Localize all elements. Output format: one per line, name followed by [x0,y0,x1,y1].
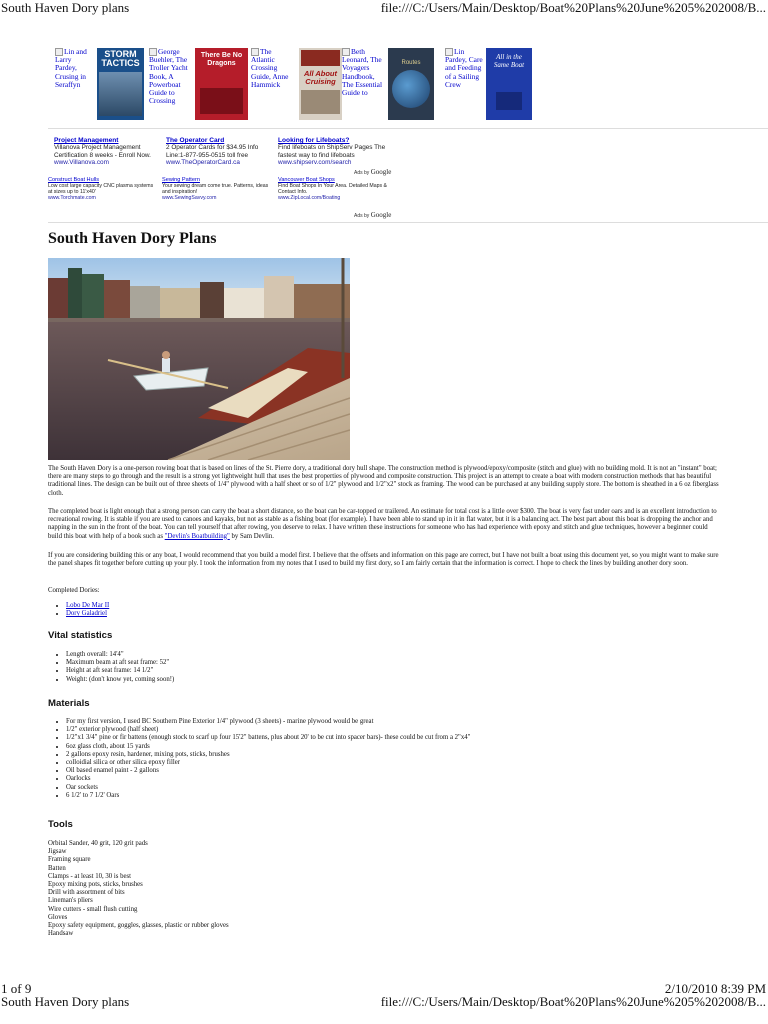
ad-vancouver-boat-shops[interactable]: Vancouver Boat Shops Find Boat Shops In Your Area. Detailed Maps & Contact Info. www.ZipLocal.com/Boating [278,177,388,202]
print-header [0,0,768,16]
list-item: • Weight: (don't know yet, coming soon!) [66,676,174,684]
lobo-de-mar-link[interactable]: Lobo De Mar II [66,602,110,609]
list-item: • colloidial silica or other silica epoxy filler [66,759,470,767]
list-item: • Oil based enamel paint - 2 gallons [66,767,470,775]
completed-dories-list [48,602,109,618]
vital-statistics-heading: Vital statistics [48,630,113,641]
list-item: Lineman's pliers [48,897,93,905]
list-item: • 1/2" exterior plywood (half sheet) [66,726,470,734]
list-item: • Oarlocks [66,775,470,783]
ads-by-google[interactable]: Ads by Google [354,168,392,176]
list-item [66,610,109,618]
footer-page: 1 of 9 [1,981,32,996]
list-item: • For my first version, I used BC Southern Pine Exterior 1/4" plywood (3 sheets) - marine plywood would be great [66,718,470,726]
list-item: • 6oz glass cloth, about 15 yards [66,743,470,751]
list-item: Gloves [48,913,68,921]
tools-heading: Tools [48,819,73,830]
book-link-1[interactable]: Lin and Larry Pardey, Crusing in Seraffyn [55,47,87,89]
footer-title: South Haven Dory plans [1,994,130,1009]
header-url: file:///C:/Users/Main/Desktop/Boat%20Plans%20June%205%202008/B... [380,0,766,15]
list-item: • 2 gallons epoxy resin, hardener, mixing pots, sticks, brushes [66,751,470,759]
book-cover-there-be-no-dragons[interactable]: There Be No Dragons [195,48,248,120]
ad-project-management[interactable]: Project Management Villanova Project Management Certification 8 weeks - Enroll Now. www.Villanova.com [54,137,151,167]
intro-paragraph-2: The completed boat is light enough that a strong person can carry the boat a short distance, so the boat can be car-topped or trailered. An estimate for total cost is a little over $300. The boat is very fast under oars and is an excellent introduction to recreational rowing. It is stable if you are used to canoes and kayaks, but not as stable as a fishing boat (for example). I have been able to stand up in it in flat water, but it is a balancing act. The best part about this boat is dropping the anchor and napping in the sun in the front of the boat. You can tell yourself that after rowing, you deserve to relax. I have written these instructions for someone who has had experience with epoxy and stitch and glue techniques, however a beginner could build this boat with help of a book such as "Devlin's Boatbuilding" by Sam Devlin. [48,508,717,540]
list-item: Epoxy safety equipment, goggles, glasses, plastic or rubber gloves [48,922,229,930]
dory-photo [48,258,350,460]
list-item: • Maximum beam at aft seat frame: 52" [66,659,174,667]
book-cover-all-about-cruising[interactable]: All About Cruising [299,48,342,120]
list-item: Wire cutters - small flush cutting [48,905,138,913]
header-title: South Haven Dory plans [1,0,130,15]
list-item: Clamps - at least 10, 30 is best [48,872,132,880]
ad-operator-card[interactable]: The Operator Card 2 Operator Cards for $34.95 Info Line:1-877-955-0515 toll free www.TheOperatorCard.ca [166,137,259,167]
print-header-next [0,994,768,1010]
separator [48,128,768,129]
list-item: • 6 1/2' to 7 1/2' Oars [66,792,470,800]
separator [48,222,768,223]
book-cover-storm-tactics[interactable]: STORM TACTICS [97,48,144,120]
list-item: Drill with assortment of bits [48,889,125,897]
book-cover-all-in-the-same-boat[interactable]: All in the Same Boat [486,48,532,120]
devlins-boatbuilding-link[interactable]: "Devlin's Boatbuilding" [164,532,230,540]
ads-by-google-2[interactable]: Ads by Google [354,211,392,219]
book-link-5[interactable]: Lin Pardey, Care and Feeding of a Sailing Crew [445,47,483,89]
footer-datetime: 2/10/2010 8:39 PM [664,981,766,996]
footer-url: file:///C:/Users/Main/Desktop/Boat%20Plans%20June%205%202008/B... [380,994,766,1009]
ad-lifeboats[interactable]: Looking for Lifeboats? Find lifeboats on ShipServ Pages The fastest way to find lifeboats www.shipserv.com/search [278,137,386,167]
list-item: • Oar sockets [66,784,470,792]
ad-construct-boat-hulls[interactable]: Construct Boat Hulls Low cost large capacity CNC plasma systems at sizes up to 11'x40' www.Torchmate.com [48,177,154,202]
book-cover-routes[interactable]: Routes [388,48,434,120]
list-item: • Height at aft seat frame: 14 1/2" [66,667,174,675]
tools-list [48,840,229,938]
list-item: Epoxy mixing pots, sticks, brushes [48,881,143,889]
book-link-2[interactable]: George Buehler, The Troller Yacht Book, A Powerboat Guide to Crossing [149,47,188,106]
intro-paragraph-3: If you are considering building this or any boat, I would recommend that you build a model first. I believe that the offsets and information on this page are correct, but I have not built a boat using this document yet, so you might want to make sure the panel shapes fit together before cutting up your ply. I took the information from my notes that I used to build my first dory, so I am fairly certain that the information is correct. I hope to check the lines by building another dory soon. [48,552,719,568]
list-item: Handsaw [48,930,74,938]
list-item: Orbital Sander, 40 grit, 120 grit pads [48,840,148,847]
list-item: • Length overall: 14'4" [66,651,174,659]
list-item: Framing square [48,856,91,864]
page-title: South Haven Dory Plans [48,230,217,247]
book-link-4[interactable]: Beth Leonard, The Voyagers Handbook, The Essential Guide to [342,47,383,98]
ad-sewing-pattern[interactable]: Sewing Pattern Your sewing dream come true. Patterns, ideas and inspiration! www.SewingSavvy.com [162,177,269,202]
dory-galadriel-link[interactable]: Dory Galadriel [66,610,107,618]
materials-heading: Materials [48,698,90,709]
list-item: • 1/2"x1 3/4" pine or fir battens (enough stock to scarf up four 15'2" battens, plus about 20' to be cut into spacer bars)- these could be cut from a 2"x4" [66,734,470,742]
vital-statistics-list [48,651,174,684]
list-item [66,602,109,610]
book-link-3[interactable]: The Atlantic Crossing Guide, Anne Hammick [251,47,289,89]
list-item: Jigsaw [48,848,67,856]
completed-dories-label: Completed Dories: [48,587,100,594]
materials-list [48,718,470,800]
list-item: Batten [48,864,66,872]
intro-paragraph-1: The South Haven Dory is a one-person rowing boat that is based on lines of the St. Pierre dory, a traditional dory hull shape. The construction method is plywood/epoxy/composite (stitch and glue) with no building mold. It is not an "instant" boat; there are many steps to go through and the result is a strong yet lightweight hull that uses the best properties of plywood and composite construction. This project is an attempt to create a boat with modern construction methods that has beautiful traditional lines. The design can be built out of three sheets of 1/4" plywood with a half sheet or so of 1/2" plywood and 1/2"x2" stock as framing. The wood can be purchased at any building supply store. The bottom is sheathed in a 6 oz fiberglass cloth. [48,465,719,497]
